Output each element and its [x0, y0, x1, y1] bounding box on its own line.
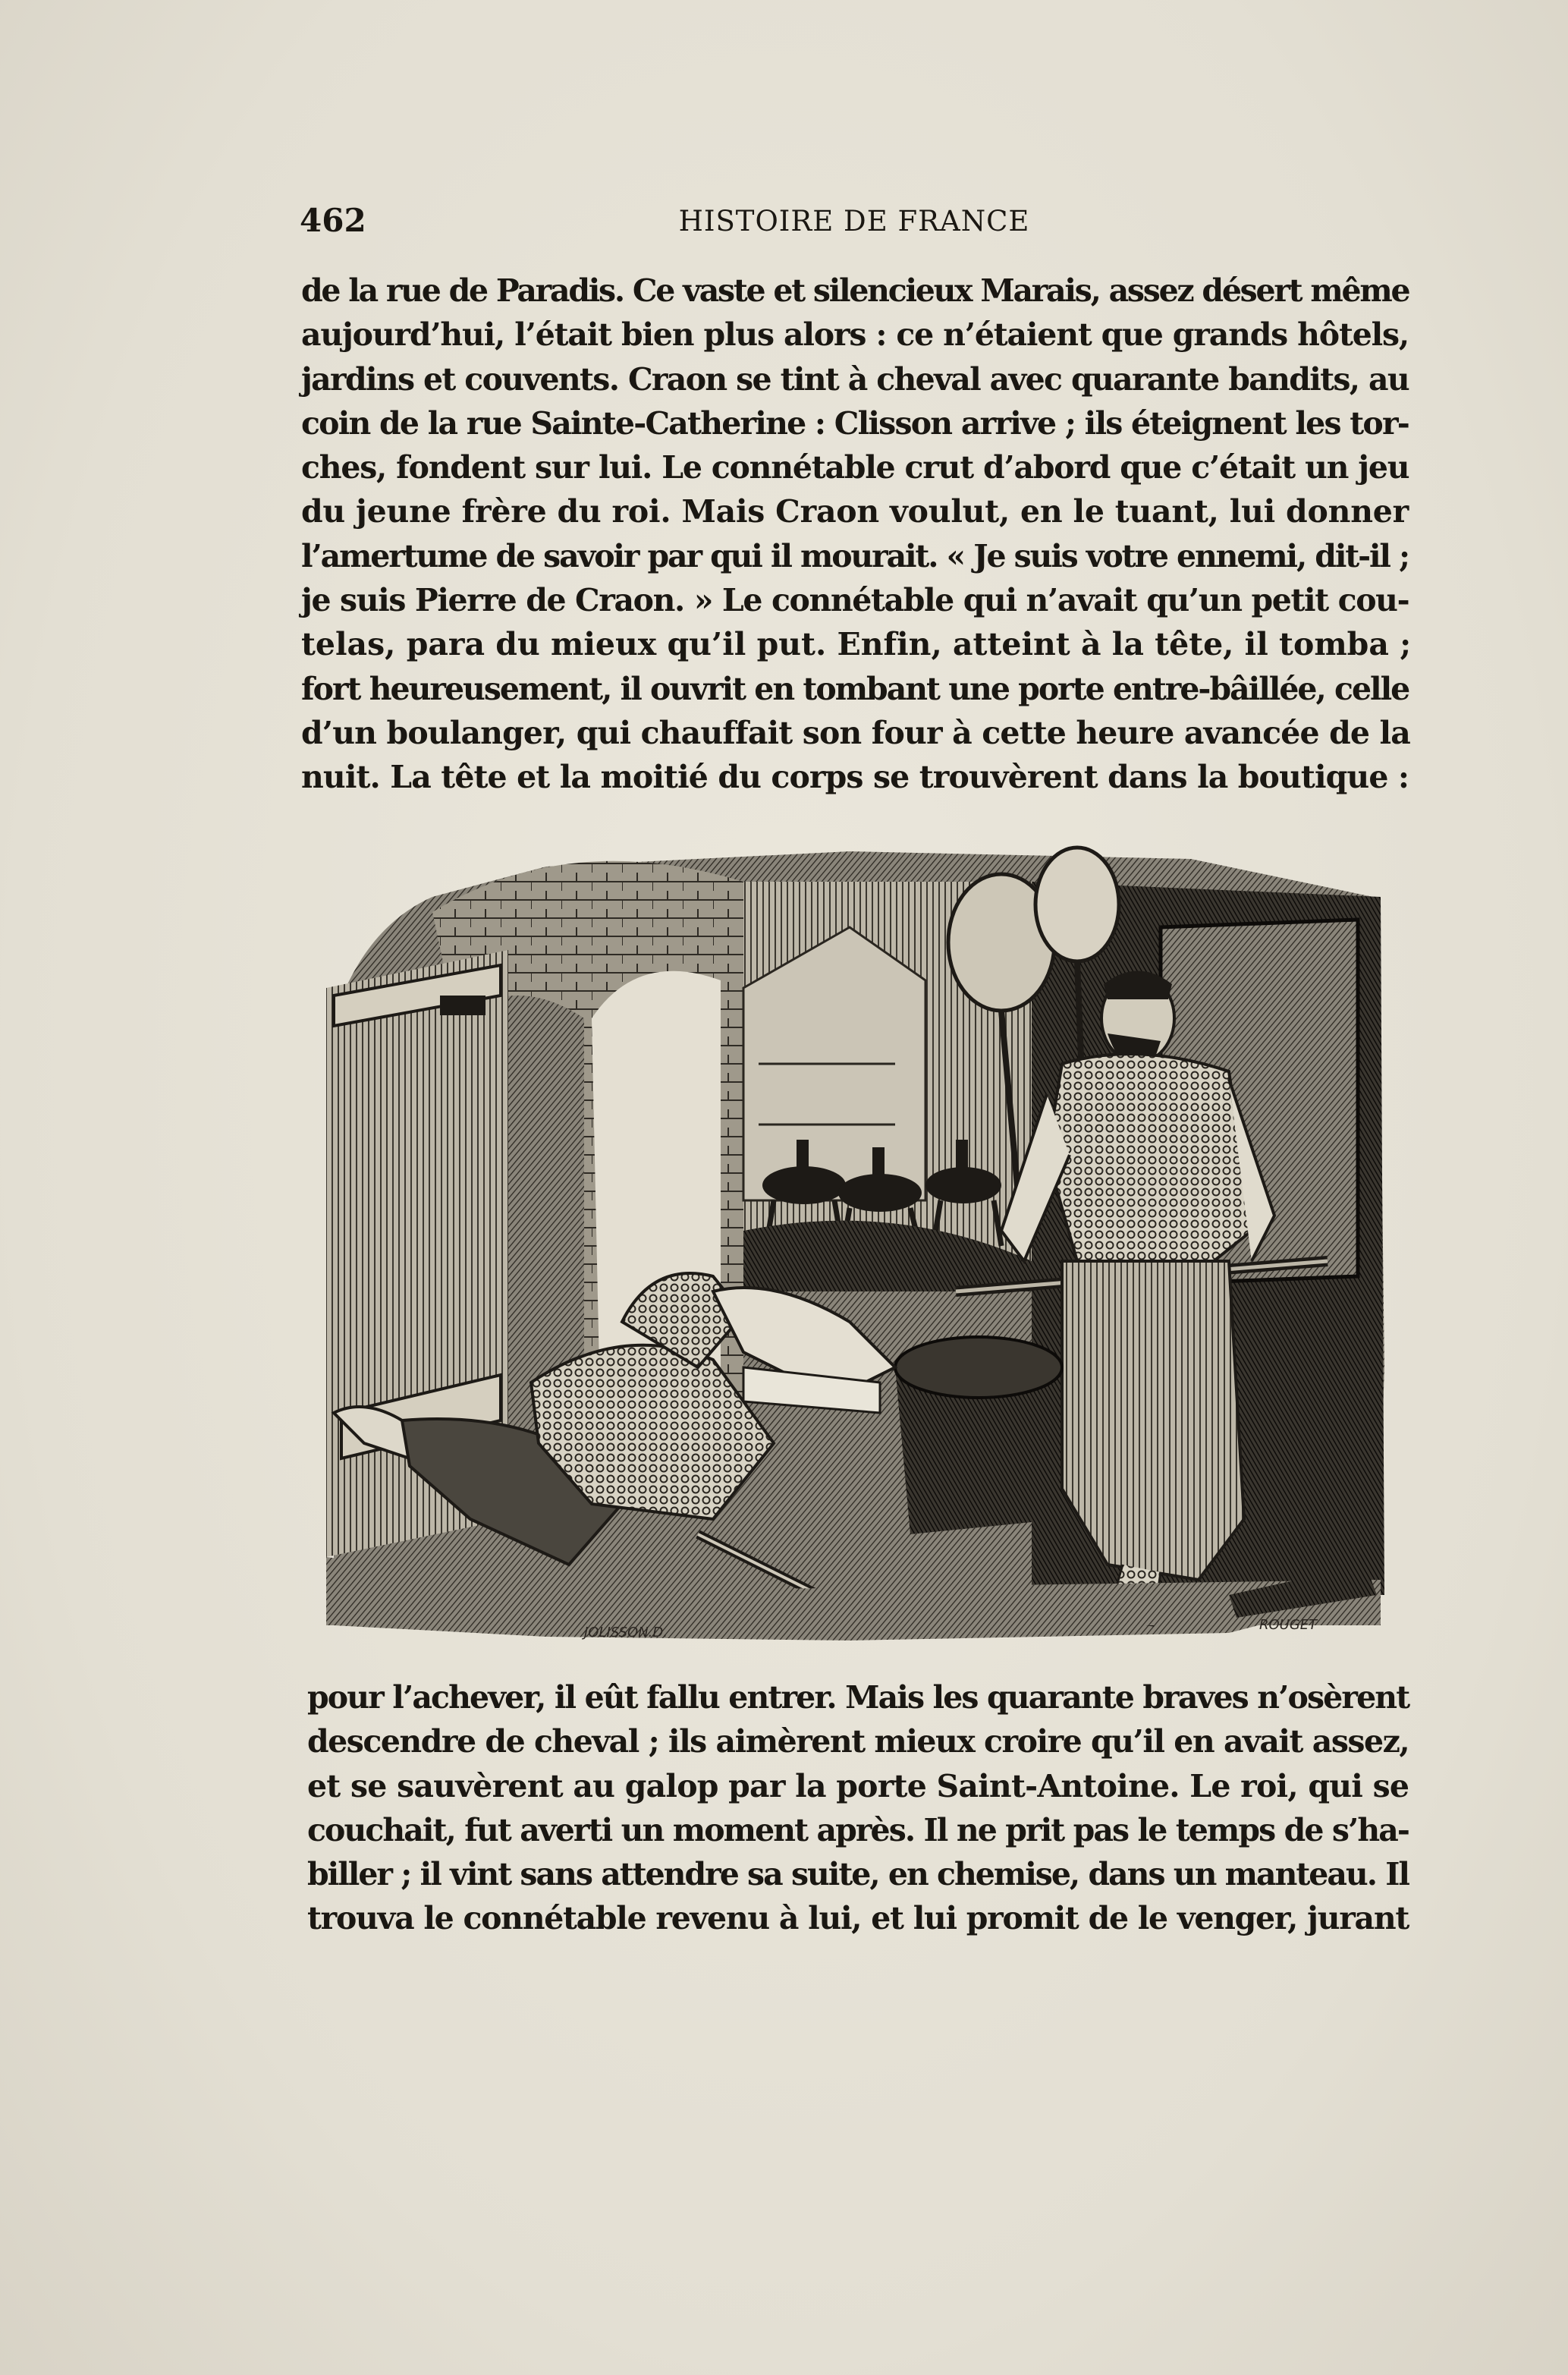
running-title: HISTOIRE DE FRANCE [678, 205, 1030, 238]
text-line: nuit. La tête et la moitié du corps se trouvèrent dans la boutique : [301, 759, 1409, 796]
text-line: de la rue de Paradis. Ce vaste et silencieux Marais, assez désert même [301, 272, 1409, 309]
page-header [300, 202, 1409, 247]
text-line: aujourd’hui, l’était bien plus alors : ce n’étaient que grands hôtels, [301, 316, 1409, 354]
text-line: coin de la rue Sainte-Catherine : Clisson arrive ; ils éteignent les tor- [301, 404, 1409, 442]
text-line: et se sauvèrent au galop par la porte Saint-Antoine. Le roi, qui se [307, 1767, 1409, 1804]
text-line: trouva le connétable revenu à lui, et lui promit de le venger, jurant [307, 1900, 1409, 1937]
engraving-illustration [319, 836, 1396, 1648]
text-line: jardins et couvents. Craon se tint à cheval avec quarante bandits, au [301, 360, 1409, 398]
text-line: d’un boulanger, qui chauffait son four à cette heure avancée de la [301, 714, 1410, 751]
text-line: pour l’achever, il eût fallu entrer. Mais les quarante braves n’osèrent [307, 1679, 1409, 1716]
text-line: ches, fondent sur lui. Le connétable crut d’abord que c’était un jeu [301, 449, 1409, 486]
engraver-signature-right: ROUGET [1259, 1617, 1318, 1633]
text-line: telas, para du mieux qu’il put. Enfin, atteint à la tête, il tomba ; [301, 626, 1412, 663]
text-line: du jeune frère du roi. Mais Craon voulut, en le tuant, lui donner [301, 493, 1409, 530]
text-line: l’amertume de savoir par qui il mourait. « Je suis votre ennemi, dit-il ; [301, 537, 1409, 574]
text-line: descendre de cheval ; ils aimèrent mieux croire qu’il en avait assez, [307, 1723, 1409, 1760]
page-number: 462 [300, 202, 366, 239]
paragraph-2 [307, 1675, 1409, 1941]
text-line: fort heureusement, il ouvrit en tombant une porte entre-bâillée, celle [301, 670, 1409, 707]
paragraph-1 [301, 269, 1412, 800]
text-line: couchait, fut averti un moment après. Il ne prit pas le temps de s’ha- [307, 1811, 1409, 1848]
text-line: je suis Pierre de Craon. » Le connétable qui n’avait qu’un petit cou- [301, 582, 1409, 619]
text-line: biller ; il vint sans attendre sa suite, en chemise, dans un manteau. Il [307, 1856, 1409, 1893]
engraver-signature-left: JOLISSON.D. [584, 1625, 668, 1640]
